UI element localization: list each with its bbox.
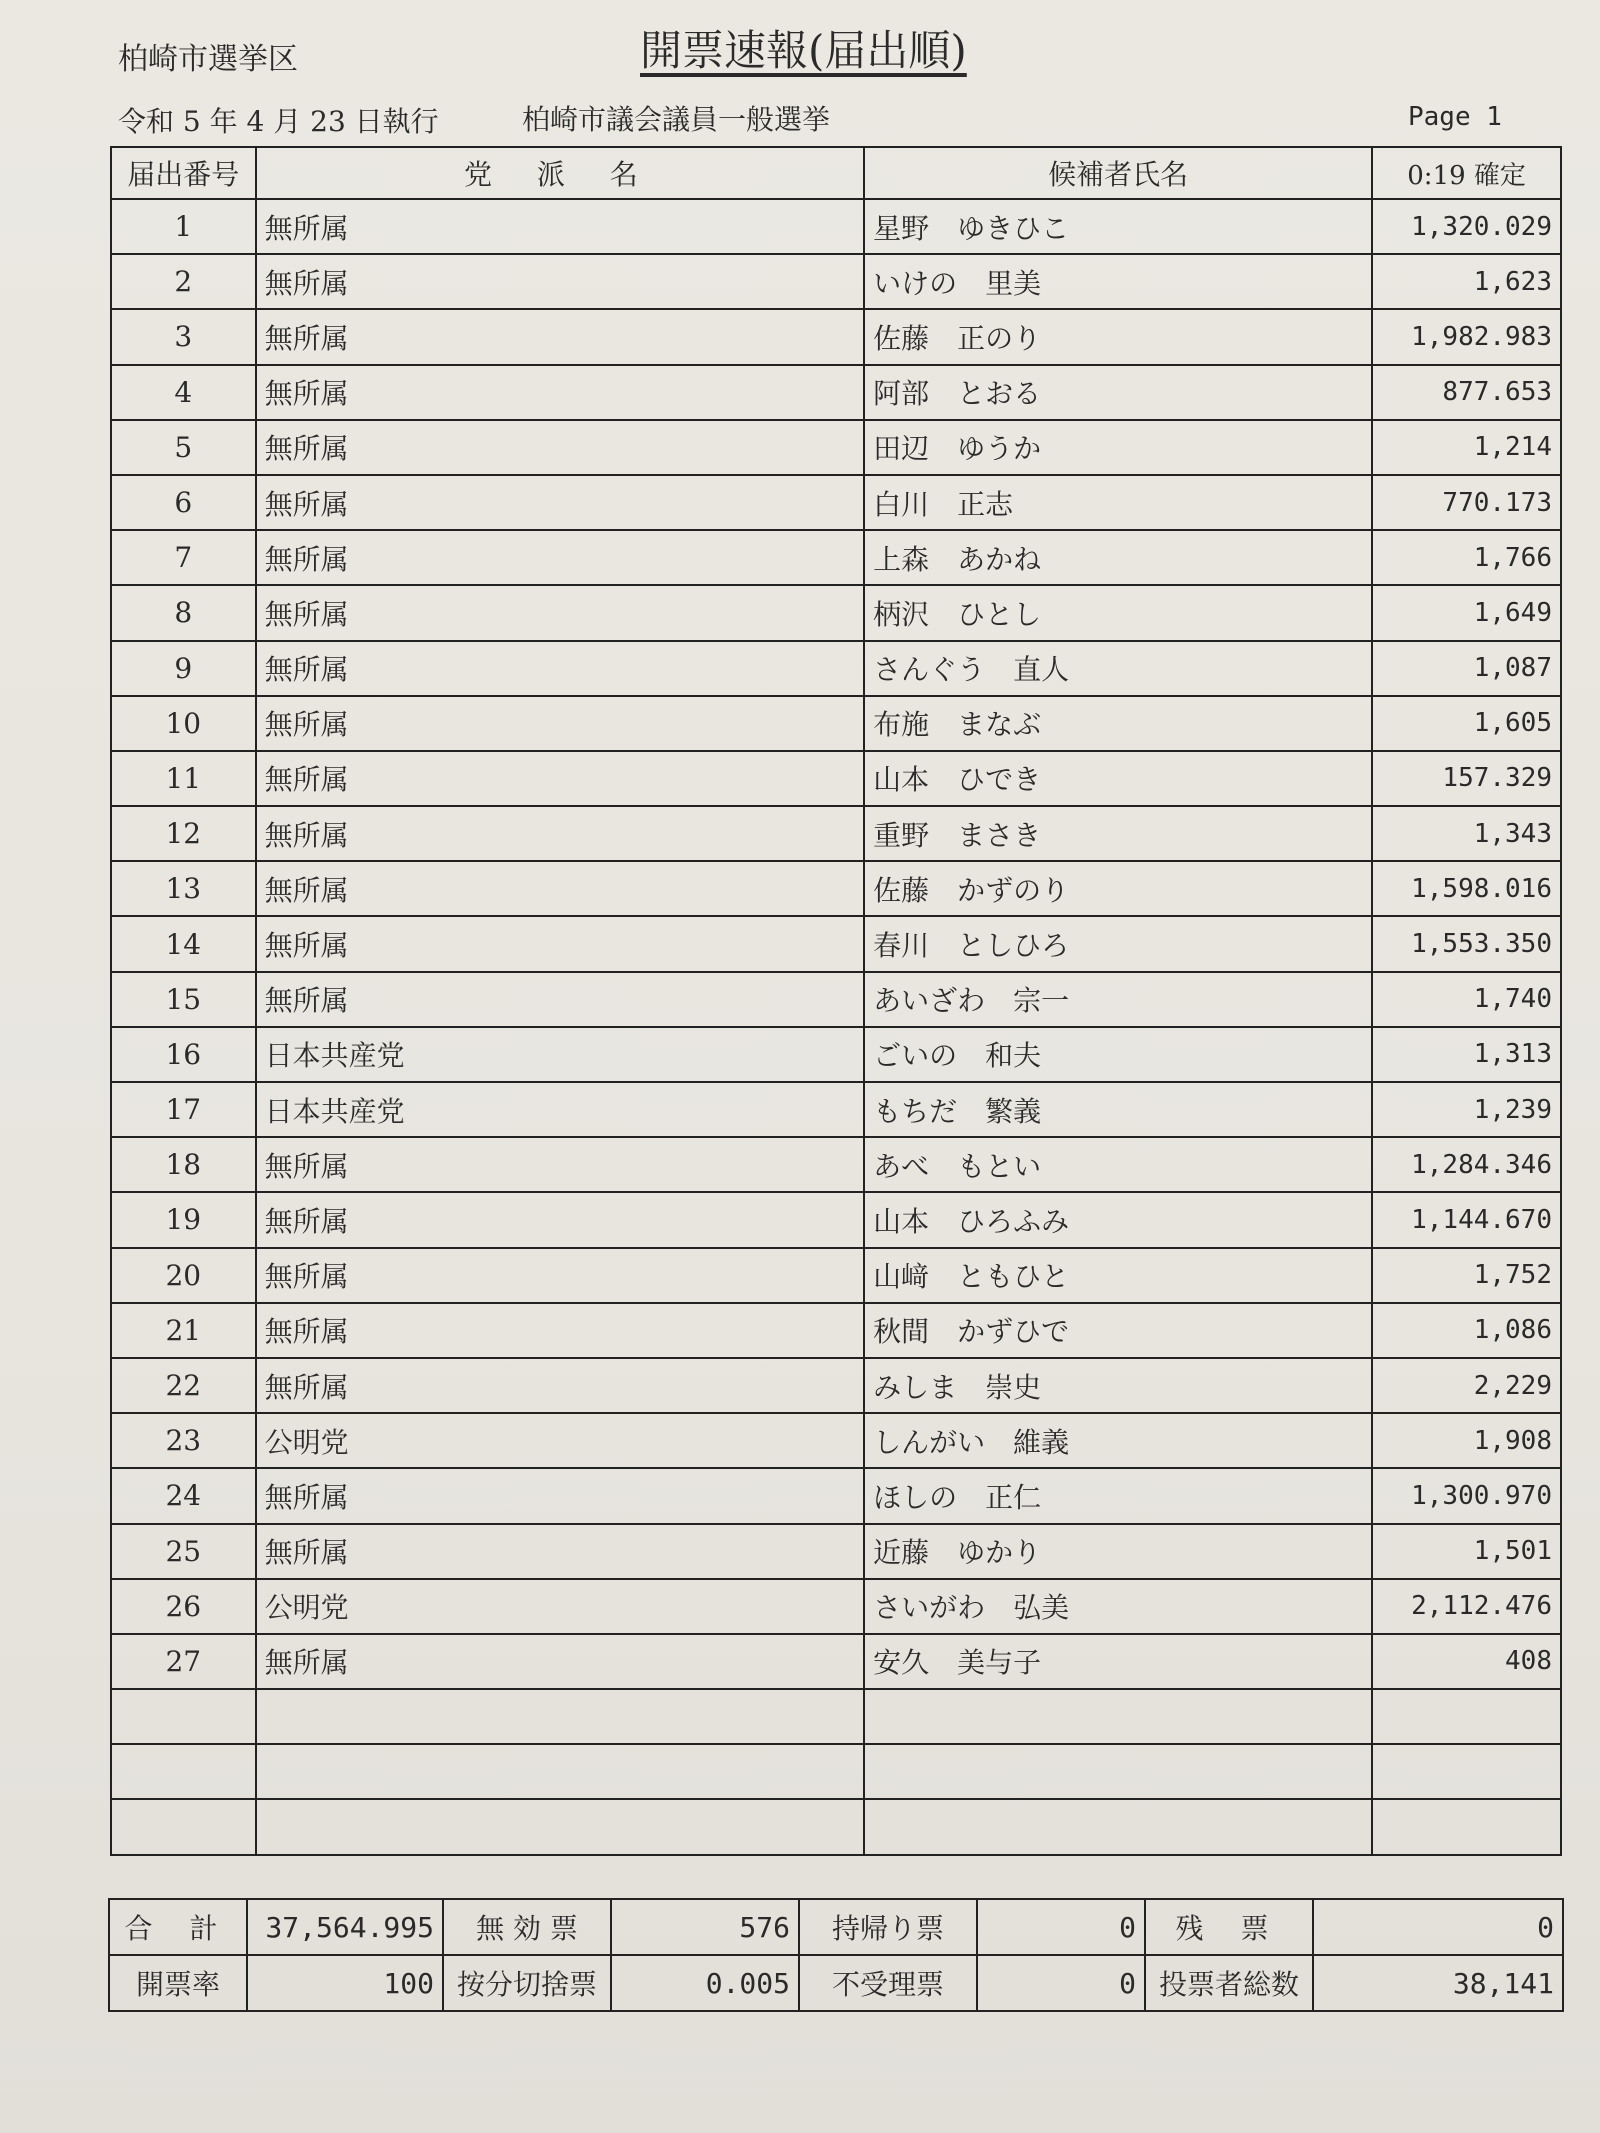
cell-votes: 1,740 [1372, 972, 1561, 1027]
cell-party: 無所属 [256, 1192, 865, 1247]
results-body [111, 199, 1561, 1855]
table-row [111, 972, 1561, 1027]
document-title: 開票速報(届出順) [640, 26, 967, 75]
table-row [111, 530, 1561, 585]
cell-number: 17 [111, 1082, 256, 1137]
column-header-votes: 0:19 確定 [1372, 147, 1561, 199]
cell-number: 16 [111, 1027, 256, 1082]
table-row [111, 309, 1561, 364]
cell-party: 無所属 [256, 641, 865, 696]
cell-party: 無所属 [256, 585, 865, 640]
cell-party: 無所属 [256, 199, 865, 254]
cell-candidate: 近藤 ゆかり [864, 1524, 1372, 1579]
table-row [111, 1413, 1561, 1468]
cell-candidate: 山本 ひでき [864, 751, 1372, 806]
cell-votes: 1,598.016 [1372, 861, 1561, 916]
column-header-candidate: 候補者氏名 [864, 147, 1372, 199]
cell-candidate: 星野 ゆきひこ [864, 199, 1372, 254]
cell-party: 日本共産党 [256, 1082, 865, 1137]
cell-number: 8 [111, 585, 256, 640]
cell-party: 無所属 [256, 1468, 865, 1523]
cell-party: 無所属 [256, 254, 865, 309]
cell-number: 13 [111, 861, 256, 916]
cell-number: 14 [111, 916, 256, 971]
cell-number: 9 [111, 641, 256, 696]
cell-candidate: 重野 まさき [864, 806, 1372, 861]
cell-votes: 1,343 [1372, 806, 1561, 861]
cell-votes: 1,087 [1372, 641, 1561, 696]
cell-candidate: 山﨑 ともひと [864, 1248, 1372, 1303]
empty-cell [864, 1689, 1372, 1744]
empty-row [111, 1689, 1561, 1744]
cell-votes: 1,320.029 [1372, 199, 1561, 254]
cell-votes: 1,553.350 [1372, 916, 1561, 971]
cell-candidate: ほしの 正仁 [864, 1468, 1372, 1523]
cell-party: 無所属 [256, 1634, 865, 1689]
empty-cell [1372, 1799, 1561, 1854]
cell-number: 2 [111, 254, 256, 309]
taken-home-value: 0 [977, 1899, 1145, 1955]
empty-cell [111, 1689, 256, 1744]
cell-party: 無所属 [256, 530, 865, 585]
empty-cell [1372, 1744, 1561, 1799]
empty-cell [864, 1799, 1372, 1854]
cell-candidate: 佐藤 正のり [864, 309, 1372, 364]
cell-party: 無所属 [256, 309, 865, 364]
taken-home-label: 持帰り票 [799, 1899, 977, 1955]
cell-candidate: 秋間 かずひで [864, 1303, 1372, 1358]
cell-votes: 1,752 [1372, 1248, 1561, 1303]
cell-party: 日本共産党 [256, 1027, 865, 1082]
table-row [111, 254, 1561, 309]
empty-cell [864, 1744, 1372, 1799]
table-row [111, 696, 1561, 751]
table-row [111, 1248, 1561, 1303]
cell-votes: 1,649 [1372, 585, 1561, 640]
column-header-party: 党 派 名 [256, 147, 865, 199]
cell-votes: 1,214 [1372, 420, 1561, 475]
empty-cell [1372, 1689, 1561, 1744]
cell-number: 22 [111, 1358, 256, 1413]
cell-number: 5 [111, 420, 256, 475]
cell-candidate: さんぐう 直人 [864, 641, 1372, 696]
cell-number: 23 [111, 1413, 256, 1468]
cell-votes: 1,144.670 [1372, 1192, 1561, 1247]
cell-number: 20 [111, 1248, 256, 1303]
table-row [111, 420, 1561, 475]
cell-number: 4 [111, 365, 256, 420]
cell-votes: 1,239 [1372, 1082, 1561, 1137]
cell-candidate: 柄沢 ひとし [864, 585, 1372, 640]
table-row [111, 1579, 1561, 1634]
cell-party: 無所属 [256, 1137, 865, 1192]
empty-row [111, 1744, 1561, 1799]
table-row [111, 1524, 1561, 1579]
cell-votes: 2,229 [1372, 1358, 1561, 1413]
cell-party: 無所属 [256, 1303, 865, 1358]
cell-candidate: 田辺 ゆうか [864, 420, 1372, 475]
district-name: 柏崎市選挙区 [118, 42, 298, 77]
cell-candidate: 阿部 とおる [864, 365, 1372, 420]
cell-party: 無所属 [256, 420, 865, 475]
cell-number: 7 [111, 530, 256, 585]
table-row [111, 1082, 1561, 1137]
column-header-number: 届出番号 [111, 147, 256, 199]
invalid-votes-value: 576 [611, 1899, 799, 1955]
empty-row [111, 1799, 1561, 1854]
cell-number: 27 [111, 1634, 256, 1689]
cell-candidate: 佐藤 かずのり [864, 861, 1372, 916]
cell-candidate: 白川 正志 [864, 475, 1372, 530]
cell-candidate: あいざわ 宗一 [864, 972, 1372, 1027]
table-row [111, 1137, 1561, 1192]
cell-candidate: 春川 としひろ [864, 916, 1372, 971]
cell-candidate: もちだ 繁義 [864, 1082, 1372, 1137]
cell-votes: 1,766 [1372, 530, 1561, 585]
cell-votes: 877.653 [1372, 365, 1561, 420]
table-row [111, 365, 1561, 420]
cell-party: 無所属 [256, 806, 865, 861]
results-table [110, 146, 1562, 1856]
cell-party: 無所属 [256, 751, 865, 806]
table-row [111, 1027, 1561, 1082]
cell-votes: 1,908 [1372, 1413, 1561, 1468]
total-voters-label: 投票者総数 [1145, 1955, 1313, 2011]
table-row [111, 1303, 1561, 1358]
cell-number: 6 [111, 475, 256, 530]
cell-candidate: 山本 ひろふみ [864, 1192, 1372, 1247]
cell-number: 19 [111, 1192, 256, 1247]
cell-number: 18 [111, 1137, 256, 1192]
table-row [111, 1192, 1561, 1247]
cell-party: 公明党 [256, 1579, 865, 1634]
rounding-votes-label: 按分切捨票 [443, 1955, 611, 2011]
cell-votes: 1,086 [1372, 1303, 1561, 1358]
cell-number: 3 [111, 309, 256, 364]
cell-votes: 1,605 [1372, 696, 1561, 751]
remaining-label: 残 票 [1145, 1899, 1313, 1955]
cell-votes: 1,982.983 [1372, 309, 1561, 364]
count-rate-label: 開票率 [109, 1955, 247, 2011]
table-row [111, 585, 1561, 640]
cell-party: 公明党 [256, 1413, 865, 1468]
count-rate-value: 100 [247, 1955, 443, 2011]
not-accepted-label: 不受理票 [799, 1955, 977, 2011]
cell-number: 26 [111, 1579, 256, 1634]
summary-row-2 [109, 1955, 1563, 2011]
table-row [111, 1358, 1561, 1413]
cell-number: 10 [111, 696, 256, 751]
cell-party: 無所属 [256, 1358, 865, 1413]
cell-votes: 1,623 [1372, 254, 1561, 309]
total-value: 37,564.995 [247, 1899, 443, 1955]
cell-party: 無所属 [256, 365, 865, 420]
cell-party: 無所属 [256, 1524, 865, 1579]
cell-party: 無所属 [256, 475, 865, 530]
cell-votes: 1,300.970 [1372, 1468, 1561, 1523]
empty-cell [256, 1744, 865, 1799]
cell-party: 無所属 [256, 861, 865, 916]
empty-cell [111, 1799, 256, 1854]
cell-candidate: 上森 あかね [864, 530, 1372, 585]
cell-votes: 2,112.476 [1372, 1579, 1561, 1634]
cell-number: 25 [111, 1524, 256, 1579]
cell-votes: 1,284.346 [1372, 1137, 1561, 1192]
summary-table [108, 1898, 1564, 2012]
cell-votes: 1,313 [1372, 1027, 1561, 1082]
cell-number: 24 [111, 1468, 256, 1523]
cell-votes: 1,501 [1372, 1524, 1561, 1579]
invalid-votes-label: 無 効 票 [443, 1899, 611, 1955]
table-row [111, 641, 1561, 696]
table-row [111, 751, 1561, 806]
cell-votes: 157.329 [1372, 751, 1561, 806]
empty-cell [256, 1689, 865, 1744]
cell-votes: 770.173 [1372, 475, 1561, 530]
total-label: 合 計 [109, 1899, 247, 1955]
cell-candidate: 安久 美与子 [864, 1634, 1372, 1689]
cell-candidate: ごいの 和夫 [864, 1027, 1372, 1082]
total-voters-value: 38,141 [1313, 1955, 1563, 2011]
table-row [111, 1634, 1561, 1689]
not-accepted-value: 0 [977, 1955, 1145, 2011]
cell-number: 12 [111, 806, 256, 861]
election-name: 柏崎市議会議員一般選挙 [522, 103, 831, 136]
cell-candidate: さいがわ 弘美 [864, 1579, 1372, 1634]
election-date: 令和 5 年 4 月 23 日執行 [118, 105, 439, 138]
table-row [111, 916, 1561, 971]
cell-votes: 408 [1372, 1634, 1561, 1689]
empty-cell [111, 1744, 256, 1799]
table-row [111, 806, 1561, 861]
remaining-value: 0 [1313, 1899, 1563, 1955]
summary-row-1 [109, 1899, 1563, 1955]
cell-candidate: 布施 まなぶ [864, 696, 1372, 751]
cell-number: 1 [111, 199, 256, 254]
page-number: Page 1 [1408, 102, 1502, 132]
cell-party: 無所属 [256, 1248, 865, 1303]
table-row [111, 199, 1561, 254]
cell-candidate: あべ もとい [864, 1137, 1372, 1192]
table-row [111, 1468, 1561, 1523]
cell-candidate: みしま 崇史 [864, 1358, 1372, 1413]
cell-party: 無所属 [256, 916, 865, 971]
empty-cell [256, 1799, 865, 1854]
cell-number: 21 [111, 1303, 256, 1358]
table-row [111, 861, 1561, 916]
table-row [111, 475, 1561, 530]
cell-number: 15 [111, 972, 256, 1027]
cell-number: 11 [111, 751, 256, 806]
cell-party: 無所属 [256, 696, 865, 751]
cell-party: 無所属 [256, 972, 865, 1027]
table-header-row [111, 147, 1561, 199]
cell-candidate: しんがい 維義 [864, 1413, 1372, 1468]
rounding-votes-value: 0.005 [611, 1955, 799, 2011]
cell-candidate: いけの 里美 [864, 254, 1372, 309]
